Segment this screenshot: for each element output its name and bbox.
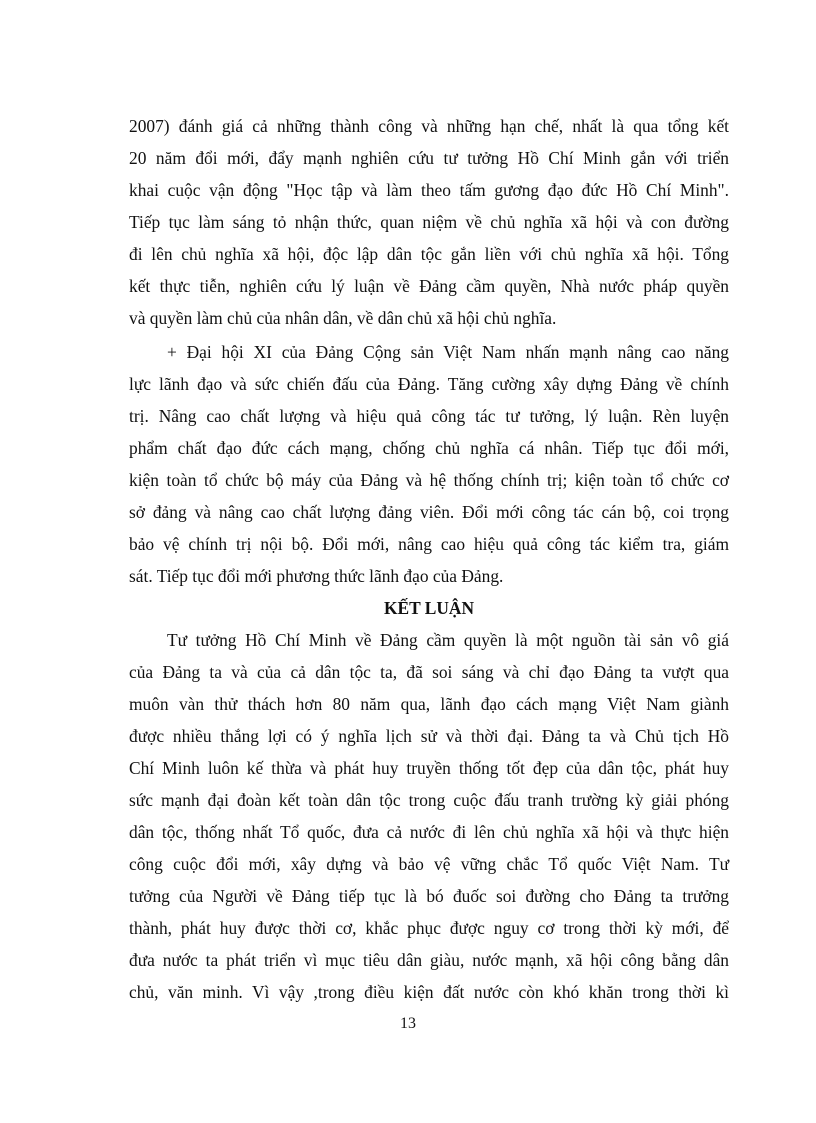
text-line: phẩm chất đạo đức cách mạng, chống chủ nghĩa cá nhân. Tiếp tục đổi mới,	[129, 438, 729, 458]
text-line: Tư tưởng Hồ Chí Minh về Đảng cầm quyền là một nguồn tài sản vô giá	[167, 630, 729, 650]
text-line: 20 năm đổi mới, đẩy mạnh nghiên cứu tư tưởng Hồ Chí Minh gắn với triển	[129, 148, 729, 168]
text-line: của Đảng ta và của cả dân tộc ta, đã soi sáng và chỉ đạo Đảng ta vượt qua	[129, 662, 729, 682]
text-line: thành, phát huy được thời cơ, khắc phục được nguy cơ trong thời kỳ mới, để	[129, 918, 729, 938]
text-line: sở đảng và nâng cao chất lượng đảng viên. Đổi mới công tác cán bộ, coi trọng	[129, 502, 729, 522]
text-line: khai cuộc vận động "Học tập và làm theo tấm gương đạo đức Hồ Chí Minh".	[129, 180, 729, 200]
text-line: công cuộc đổi mới, xây dựng và bảo vệ vững chắc Tổ quốc Việt Nam. Tư	[129, 854, 729, 874]
text-line: Tiếp tục làm sáng tỏ nhận thức, quan niệm về chủ nghĩa xã hội và con đường	[129, 212, 729, 232]
text-line: 2007) đánh giá cả những thành công và những hạn chế, nhất là qua tổng kết	[129, 116, 729, 136]
text-line: bảo vệ chính trị nội bộ. Đổi mới, nâng cao hiệu quả công tác kiểm tra, giám	[129, 534, 729, 554]
text-line: trị. Nâng cao chất lượng và hiệu quả công tác tư tưởng, lý luận. Rèn luyện	[129, 406, 729, 426]
text-line: và quyền làm chủ của nhân dân, về dân chủ xã hội chủ nghĩa.	[129, 308, 557, 328]
text-line: đưa nước ta phát triển vì mục tiêu dân giàu, nước mạnh, xã hội công bằng dân	[129, 950, 729, 970]
text-line: muôn vàn thử thách hơn 80 năm qua, lãnh đạo cách mạng Việt Nam giành	[129, 694, 729, 714]
text-line: đi lên chủ nghĩa xã hội, độc lập dân tộc gắn liền với chủ nghĩa xã hội. Tổng	[129, 244, 729, 264]
text-line: + Đại hội XI của Đảng Cộng sản Việt Nam nhấn mạnh nâng cao năng	[167, 342, 729, 362]
text-line: tưởng của Người về Đảng tiếp tục là bó đuốc soi đường cho Đảng ta trưởng	[129, 886, 729, 906]
text-line: sức mạnh đại đoàn kết toàn dân tộc trong cuộc đấu tranh trường kỳ giải phóng	[129, 790, 729, 810]
text-line: kiện toàn tổ chức bộ máy của Đảng và hệ thống chính trị; kiện toàn tổ chức cơ	[129, 470, 729, 490]
text-line: sát. Tiếp tục đổi mới phương thức lãnh đạo của Đảng.	[129, 566, 504, 586]
text-line: lực lãnh đạo và sức chiến đấu của Đảng. Tăng cường xây dựng Đảng về chính	[129, 374, 729, 394]
text-line: dân tộc, thống nhất Tổ quốc, đưa cả nước đi lên chủ nghĩa xã hội và thực hiện	[129, 822, 729, 842]
page-number: 13	[400, 1015, 416, 1032]
text-line: chủ, văn minh. Vì vậy ,trong điều kiện đất nước còn khó khăn trong thời kì	[129, 982, 729, 1002]
text-line: kết thực tiễn, nghiên cứu lý luận về Đảng cầm quyền, Nhà nước pháp quyền	[129, 276, 729, 296]
text-line: Chí Minh luôn kế thừa và phát huy truyền thống tốt đẹp của dân tộc, phát huy	[129, 758, 729, 778]
text-line: được nhiều thắng lợi có ý nghĩa lịch sử và thời đại. Đảng ta và Chủ tịch Hồ	[129, 726, 729, 746]
section-heading: KẾT LUẬN	[383, 598, 475, 618]
